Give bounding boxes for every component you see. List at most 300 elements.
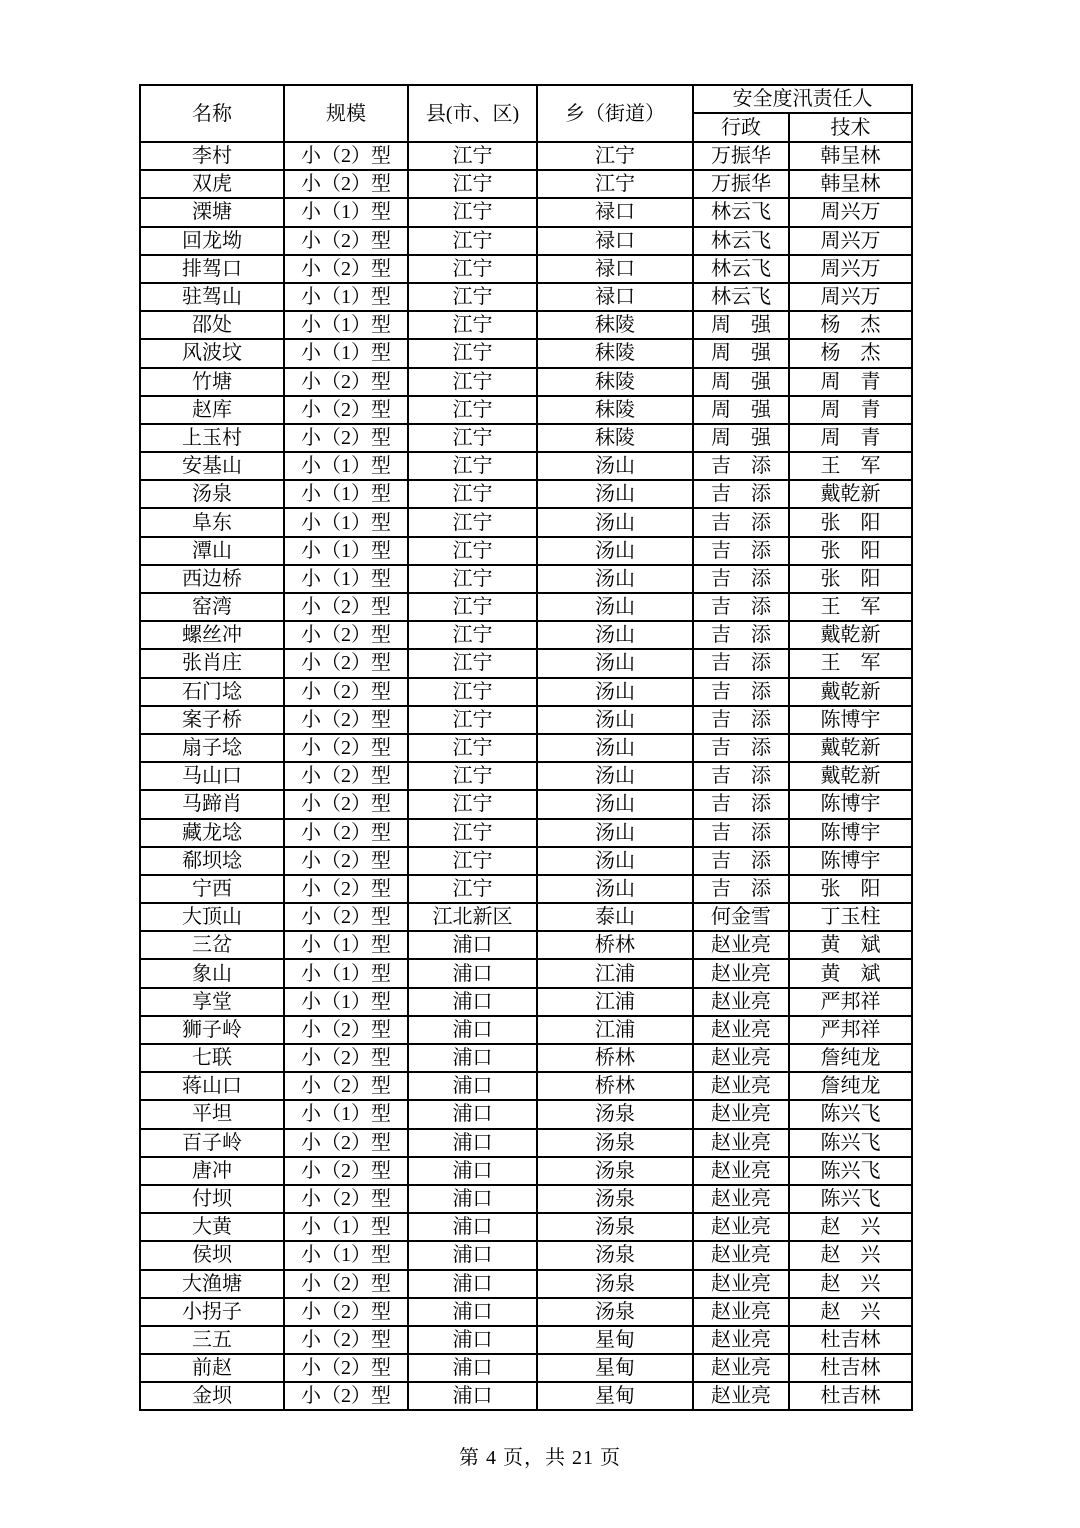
- cell-county: 江宁: [408, 170, 537, 198]
- cell-name: 张肖庄: [140, 649, 284, 677]
- cell-township: 汤山: [537, 875, 693, 903]
- cell-name: 窑湾: [140, 593, 284, 621]
- cell-scale: 小（2）型: [284, 1354, 408, 1382]
- cell-admin: 赵业亮: [693, 988, 789, 1016]
- cell-name: 螺丝冲: [140, 621, 284, 649]
- cell-county: 江宁: [408, 283, 537, 311]
- cell-township: 汤山: [537, 762, 693, 790]
- cell-tech: 赵 兴: [789, 1241, 912, 1269]
- table-row: [140, 734, 912, 762]
- cell-county: 江宁: [408, 368, 537, 396]
- cell-county: 江宁: [408, 142, 537, 170]
- cell-admin: 吉 添: [693, 508, 789, 536]
- cell-township: 禄口: [537, 227, 693, 255]
- cell-county: 江宁: [408, 819, 537, 847]
- cell-scale: 小（1）型: [284, 931, 408, 959]
- cell-township: 汤泉: [537, 1213, 693, 1241]
- table-row: [140, 565, 912, 593]
- cell-tech: 赵 兴: [789, 1270, 912, 1298]
- cell-township: 汤山: [537, 480, 693, 508]
- cell-admin: 林云飞: [693, 227, 789, 255]
- cell-name: 溧塘: [140, 198, 284, 226]
- table-body: [140, 142, 912, 1410]
- cell-tech: 黄 斌: [789, 959, 912, 987]
- cell-tech: 周兴万: [789, 198, 912, 226]
- cell-admin: 周 强: [693, 424, 789, 452]
- cell-township: 汤山: [537, 537, 693, 565]
- cell-county: 浦口: [408, 1270, 537, 1298]
- cell-tech: 陈兴飞: [789, 1157, 912, 1185]
- cell-admin: 赵业亮: [693, 1157, 789, 1185]
- cell-tech: 赵 兴: [789, 1213, 912, 1241]
- cell-admin: 何金雪: [693, 903, 789, 931]
- cell-township: 汤山: [537, 706, 693, 734]
- cell-county: 江宁: [408, 339, 537, 367]
- cell-township: 汤山: [537, 452, 693, 480]
- cell-township: 汤山: [537, 678, 693, 706]
- cell-scale: 小（1）型: [284, 480, 408, 508]
- cell-name: 前赵: [140, 1354, 284, 1382]
- table-row: [140, 255, 912, 283]
- cell-scale: 小（2）型: [284, 255, 408, 283]
- cell-county: 江宁: [408, 762, 537, 790]
- table-row: [140, 424, 912, 452]
- cell-name: 阜东: [140, 508, 284, 536]
- cell-township: 江宁: [537, 170, 693, 198]
- cell-scale: 小（1）型: [284, 1241, 408, 1269]
- cell-tech: 周兴万: [789, 283, 912, 311]
- cell-township: 秣陵: [537, 339, 693, 367]
- cell-name: 西边桥: [140, 565, 284, 593]
- header-county: 县(市、区): [408, 85, 537, 142]
- cell-township: 汤山: [537, 847, 693, 875]
- cell-scale: 小（2）型: [284, 424, 408, 452]
- header-tech: 技术: [789, 113, 912, 142]
- cell-scale: 小（1）型: [284, 1213, 408, 1241]
- cell-township: 汤泉: [537, 1100, 693, 1128]
- cell-tech: 杨 杰: [789, 339, 912, 367]
- table-row: [140, 1213, 912, 1241]
- cell-scale: 小（2）型: [284, 593, 408, 621]
- cell-name: 三岔: [140, 931, 284, 959]
- cell-county: 浦口: [408, 1157, 537, 1185]
- cell-tech: 陈博宇: [789, 819, 912, 847]
- cell-tech: 周兴万: [789, 227, 912, 255]
- cell-scale: 小（2）型: [284, 678, 408, 706]
- cell-scale: 小（2）型: [284, 621, 408, 649]
- cell-county: 江宁: [408, 649, 537, 677]
- cell-admin: 赵业亮: [693, 959, 789, 987]
- table-row: [140, 1298, 912, 1326]
- cell-scale: 小（2）型: [284, 1298, 408, 1326]
- cell-scale: 小（2）型: [284, 1157, 408, 1185]
- cell-scale: 小（2）型: [284, 396, 408, 424]
- cell-tech: 戴乾新: [789, 678, 912, 706]
- cell-scale: 小（1）型: [284, 959, 408, 987]
- cell-scale: 小（2）型: [284, 1185, 408, 1213]
- cell-scale: 小（1）型: [284, 339, 408, 367]
- cell-name: 小拐子: [140, 1298, 284, 1326]
- cell-admin: 吉 添: [693, 790, 789, 818]
- cell-admin: 吉 添: [693, 621, 789, 649]
- table-row: [140, 537, 912, 565]
- cell-admin: 吉 添: [693, 819, 789, 847]
- header-responsible-group: 安全度汛责任人: [693, 85, 912, 113]
- table-row: [140, 227, 912, 255]
- cell-county: 江宁: [408, 396, 537, 424]
- cell-tech: 韩呈林: [789, 142, 912, 170]
- table-row: [140, 396, 912, 424]
- cell-township: 江宁: [537, 142, 693, 170]
- cell-tech: 王 军: [789, 452, 912, 480]
- cell-name: 双虎: [140, 170, 284, 198]
- cell-county: 江宁: [408, 452, 537, 480]
- table-row: [140, 1326, 912, 1354]
- header-admin: 行政: [693, 113, 789, 142]
- cell-county: 江宁: [408, 621, 537, 649]
- cell-township: 秣陵: [537, 396, 693, 424]
- cell-county: 江北新区: [408, 903, 537, 931]
- cell-county: 江宁: [408, 593, 537, 621]
- cell-county: 浦口: [408, 1213, 537, 1241]
- cell-admin: 吉 添: [693, 593, 789, 621]
- cell-admin: 周 强: [693, 311, 789, 339]
- cell-name: 宁西: [140, 875, 284, 903]
- cell-admin: 万振华: [693, 170, 789, 198]
- cell-name: 石门埝: [140, 678, 284, 706]
- cell-admin: 林云飞: [693, 198, 789, 226]
- cell-county: 浦口: [408, 1354, 537, 1382]
- cell-township: 汤山: [537, 649, 693, 677]
- cell-scale: 小（2）型: [284, 762, 408, 790]
- cell-name: 扇子埝: [140, 734, 284, 762]
- table-row: [140, 1016, 912, 1044]
- cell-scale: 小（1）型: [284, 508, 408, 536]
- cell-name: 排驾口: [140, 255, 284, 283]
- cell-township: 秣陵: [537, 368, 693, 396]
- table-row: [140, 1100, 912, 1128]
- cell-scale: 小（2）型: [284, 368, 408, 396]
- cell-township: 汤山: [537, 508, 693, 536]
- cell-scale: 小（2）型: [284, 790, 408, 818]
- cell-admin: 赵业亮: [693, 1241, 789, 1269]
- cell-scale: 小（2）型: [284, 847, 408, 875]
- table-row: [140, 170, 912, 198]
- cell-tech: 陈兴飞: [789, 1100, 912, 1128]
- cell-tech: 戴乾新: [789, 762, 912, 790]
- table-row: [140, 649, 912, 677]
- cell-county: 浦口: [408, 1185, 537, 1213]
- cell-township: 江浦: [537, 1016, 693, 1044]
- cell-township: 秣陵: [537, 311, 693, 339]
- table-row: [140, 1129, 912, 1157]
- cell-tech: 张 阳: [789, 565, 912, 593]
- cell-name: 邵处: [140, 311, 284, 339]
- table-row: [140, 903, 912, 931]
- cell-admin: 赵业亮: [693, 1354, 789, 1382]
- cell-admin: 赵业亮: [693, 1016, 789, 1044]
- cell-tech: 赵 兴: [789, 1298, 912, 1326]
- header-township: 乡（街道）: [537, 85, 693, 142]
- cell-township: 汤山: [537, 593, 693, 621]
- cell-county: 江宁: [408, 198, 537, 226]
- cell-name: 郗坝埝: [140, 847, 284, 875]
- cell-name: 安基山: [140, 452, 284, 480]
- cell-admin: 赵业亮: [693, 1213, 789, 1241]
- cell-county: 江宁: [408, 537, 537, 565]
- cell-township: 汤泉: [537, 1157, 693, 1185]
- cell-county: 江宁: [408, 847, 537, 875]
- cell-scale: 小（2）型: [284, 170, 408, 198]
- cell-name: 藏龙埝: [140, 819, 284, 847]
- cell-admin: 周 强: [693, 368, 789, 396]
- cell-scale: 小（2）型: [284, 1044, 408, 1072]
- cell-tech: 严邦祥: [789, 1016, 912, 1044]
- cell-township: 汤山: [537, 790, 693, 818]
- cell-tech: 周 青: [789, 368, 912, 396]
- cell-name: 大黄: [140, 1213, 284, 1241]
- cell-township: 汤山: [537, 819, 693, 847]
- table-row: [140, 621, 912, 649]
- cell-tech: 戴乾新: [789, 480, 912, 508]
- table-row: [140, 142, 912, 170]
- cell-tech: 詹纯龙: [789, 1072, 912, 1100]
- table-row: [140, 480, 912, 508]
- table-row: [140, 1072, 912, 1100]
- cell-county: 江宁: [408, 790, 537, 818]
- cell-admin: 吉 添: [693, 678, 789, 706]
- cell-admin: 周 强: [693, 339, 789, 367]
- table-row: [140, 706, 912, 734]
- cell-township: 汤泉: [537, 1185, 693, 1213]
- cell-admin: 吉 添: [693, 734, 789, 762]
- table-row: [140, 847, 912, 875]
- cell-scale: 小（2）型: [284, 1072, 408, 1100]
- cell-tech: 王 军: [789, 649, 912, 677]
- cell-tech: 戴乾新: [789, 621, 912, 649]
- cell-admin: 赵业亮: [693, 931, 789, 959]
- cell-admin: 吉 添: [693, 537, 789, 565]
- cell-county: 江宁: [408, 480, 537, 508]
- table-row: [140, 678, 912, 706]
- cell-admin: 吉 添: [693, 452, 789, 480]
- cell-township: 禄口: [537, 283, 693, 311]
- table-row: [140, 959, 912, 987]
- table-row: [140, 311, 912, 339]
- cell-county: 浦口: [408, 1382, 537, 1410]
- table-row: [140, 452, 912, 480]
- cell-tech: 周兴万: [789, 255, 912, 283]
- cell-county: 浦口: [408, 988, 537, 1016]
- cell-county: 江宁: [408, 311, 537, 339]
- table-row: [140, 762, 912, 790]
- cell-county: 浦口: [408, 1129, 537, 1157]
- cell-township: 江浦: [537, 959, 693, 987]
- cell-tech: 黄 斌: [789, 931, 912, 959]
- cell-county: 浦口: [408, 1072, 537, 1100]
- table-row: [140, 593, 912, 621]
- cell-scale: 小（1）型: [284, 1100, 408, 1128]
- cell-tech: 陈博宇: [789, 790, 912, 818]
- cell-tech: 张 阳: [789, 875, 912, 903]
- cell-tech: 陈博宇: [789, 706, 912, 734]
- cell-name: 回龙坳: [140, 227, 284, 255]
- cell-county: 浦口: [408, 1016, 537, 1044]
- cell-name: 大渔塘: [140, 1270, 284, 1298]
- table-row: [140, 1241, 912, 1269]
- cell-county: 江宁: [408, 424, 537, 452]
- cell-township: 星甸: [537, 1326, 693, 1354]
- cell-county: 江宁: [408, 227, 537, 255]
- header-name: 名称: [140, 85, 284, 142]
- cell-name: 案子桥: [140, 706, 284, 734]
- cell-county: 浦口: [408, 931, 537, 959]
- cell-county: 浦口: [408, 1044, 537, 1072]
- cell-name: 三五: [140, 1326, 284, 1354]
- cell-township: 汤山: [537, 621, 693, 649]
- cell-township: 桥林: [537, 1072, 693, 1100]
- cell-township: 江浦: [537, 988, 693, 1016]
- cell-admin: 赵业亮: [693, 1100, 789, 1128]
- cell-county: 江宁: [408, 706, 537, 734]
- cell-name: 金坝: [140, 1382, 284, 1410]
- cell-admin: 赵业亮: [693, 1072, 789, 1100]
- cell-township: 桥林: [537, 1044, 693, 1072]
- cell-admin: 万振华: [693, 142, 789, 170]
- cell-admin: 赵业亮: [693, 1129, 789, 1157]
- cell-admin: 吉 添: [693, 875, 789, 903]
- cell-township: 泰山: [537, 903, 693, 931]
- cell-name: 享堂: [140, 988, 284, 1016]
- table-row: [140, 1354, 912, 1382]
- cell-name: 唐冲: [140, 1157, 284, 1185]
- cell-scale: 小（2）型: [284, 903, 408, 931]
- table-row: [140, 790, 912, 818]
- cell-scale: 小（2）型: [284, 1016, 408, 1044]
- cell-admin: 吉 添: [693, 480, 789, 508]
- cell-county: 江宁: [408, 508, 537, 536]
- cell-admin: 吉 添: [693, 762, 789, 790]
- cell-scale: 小（2）型: [284, 819, 408, 847]
- cell-admin: 吉 添: [693, 649, 789, 677]
- cell-admin: 吉 添: [693, 847, 789, 875]
- cell-township: 星甸: [537, 1382, 693, 1410]
- cell-name: 潭山: [140, 537, 284, 565]
- header-scale: 规模: [284, 85, 408, 142]
- cell-scale: 小（2）型: [284, 227, 408, 255]
- cell-name: 上玉村: [140, 424, 284, 452]
- cell-admin: 吉 添: [693, 706, 789, 734]
- cell-tech: 陈兴飞: [789, 1129, 912, 1157]
- cell-tech: 陈兴飞: [789, 1185, 912, 1213]
- cell-township: 禄口: [537, 198, 693, 226]
- cell-name: 象山: [140, 959, 284, 987]
- cell-name: 侯坝: [140, 1241, 284, 1269]
- cell-scale: 小（2）型: [284, 1270, 408, 1298]
- table-row: [140, 988, 912, 1016]
- cell-county: 浦口: [408, 1100, 537, 1128]
- cell-name: 百子岭: [140, 1129, 284, 1157]
- cell-scale: 小（1）型: [284, 311, 408, 339]
- cell-name: 驻驾山: [140, 283, 284, 311]
- cell-township: 汤山: [537, 565, 693, 593]
- cell-scale: 小（1）型: [284, 565, 408, 593]
- table-row: [140, 339, 912, 367]
- cell-admin: 林云飞: [693, 283, 789, 311]
- cell-admin: 林云飞: [693, 255, 789, 283]
- cell-tech: 杜吉林: [789, 1326, 912, 1354]
- table-row: [140, 1157, 912, 1185]
- cell-scale: 小（2）型: [284, 734, 408, 762]
- cell-township: 汤泉: [537, 1129, 693, 1157]
- cell-tech: 张 阳: [789, 508, 912, 536]
- cell-tech: 周 青: [789, 424, 912, 452]
- cell-name: 蒋山口: [140, 1072, 284, 1100]
- table-row: [140, 931, 912, 959]
- cell-county: 浦口: [408, 1326, 537, 1354]
- cell-name: 竹塘: [140, 368, 284, 396]
- table-row: [140, 368, 912, 396]
- cell-name: 狮子岭: [140, 1016, 284, 1044]
- table-row: [140, 283, 912, 311]
- cell-admin: 周 强: [693, 396, 789, 424]
- table-header: [140, 85, 912, 142]
- cell-name: 付坝: [140, 1185, 284, 1213]
- cell-tech: 杨 杰: [789, 311, 912, 339]
- cell-county: 江宁: [408, 678, 537, 706]
- cell-county: 浦口: [408, 1298, 537, 1326]
- cell-tech: 丁玉柱: [789, 903, 912, 931]
- cell-admin: 赵业亮: [693, 1382, 789, 1410]
- table-row: [140, 198, 912, 226]
- page-number: 第 4 页，共 21 页: [459, 1447, 621, 1469]
- cell-name: 马蹄肖: [140, 790, 284, 818]
- cell-admin: 赵业亮: [693, 1298, 789, 1326]
- table-row: [140, 1270, 912, 1298]
- cell-township: 禄口: [537, 255, 693, 283]
- cell-township: 星甸: [537, 1354, 693, 1382]
- table-row: [140, 1382, 912, 1410]
- cell-township: 秣陵: [537, 424, 693, 452]
- cell-tech: 周 青: [789, 396, 912, 424]
- cell-tech: 杜吉林: [789, 1382, 912, 1410]
- cell-tech: 王 军: [789, 593, 912, 621]
- cell-scale: 小（2）型: [284, 1129, 408, 1157]
- cell-name: 马山口: [140, 762, 284, 790]
- cell-name: 七联: [140, 1044, 284, 1072]
- cell-county: 江宁: [408, 565, 537, 593]
- cell-tech: 韩呈林: [789, 170, 912, 198]
- table-row: [140, 508, 912, 536]
- cell-township: 桥林: [537, 931, 693, 959]
- cell-tech: 戴乾新: [789, 734, 912, 762]
- cell-name: 汤泉: [140, 480, 284, 508]
- cell-name: 平坦: [140, 1100, 284, 1128]
- reservoir-table: [139, 84, 913, 1411]
- cell-admin: 赵业亮: [693, 1044, 789, 1072]
- cell-township: 汤泉: [537, 1298, 693, 1326]
- cell-tech: 詹纯龙: [789, 1044, 912, 1072]
- cell-scale: 小（1）型: [284, 198, 408, 226]
- cell-scale: 小（2）型: [284, 142, 408, 170]
- table-row: [140, 819, 912, 847]
- cell-name: 大顶山: [140, 903, 284, 931]
- cell-tech: 陈博宇: [789, 847, 912, 875]
- cell-county: 江宁: [408, 255, 537, 283]
- cell-admin: 赵业亮: [693, 1326, 789, 1354]
- cell-scale: 小（2）型: [284, 1382, 408, 1410]
- cell-tech: 严邦祥: [789, 988, 912, 1016]
